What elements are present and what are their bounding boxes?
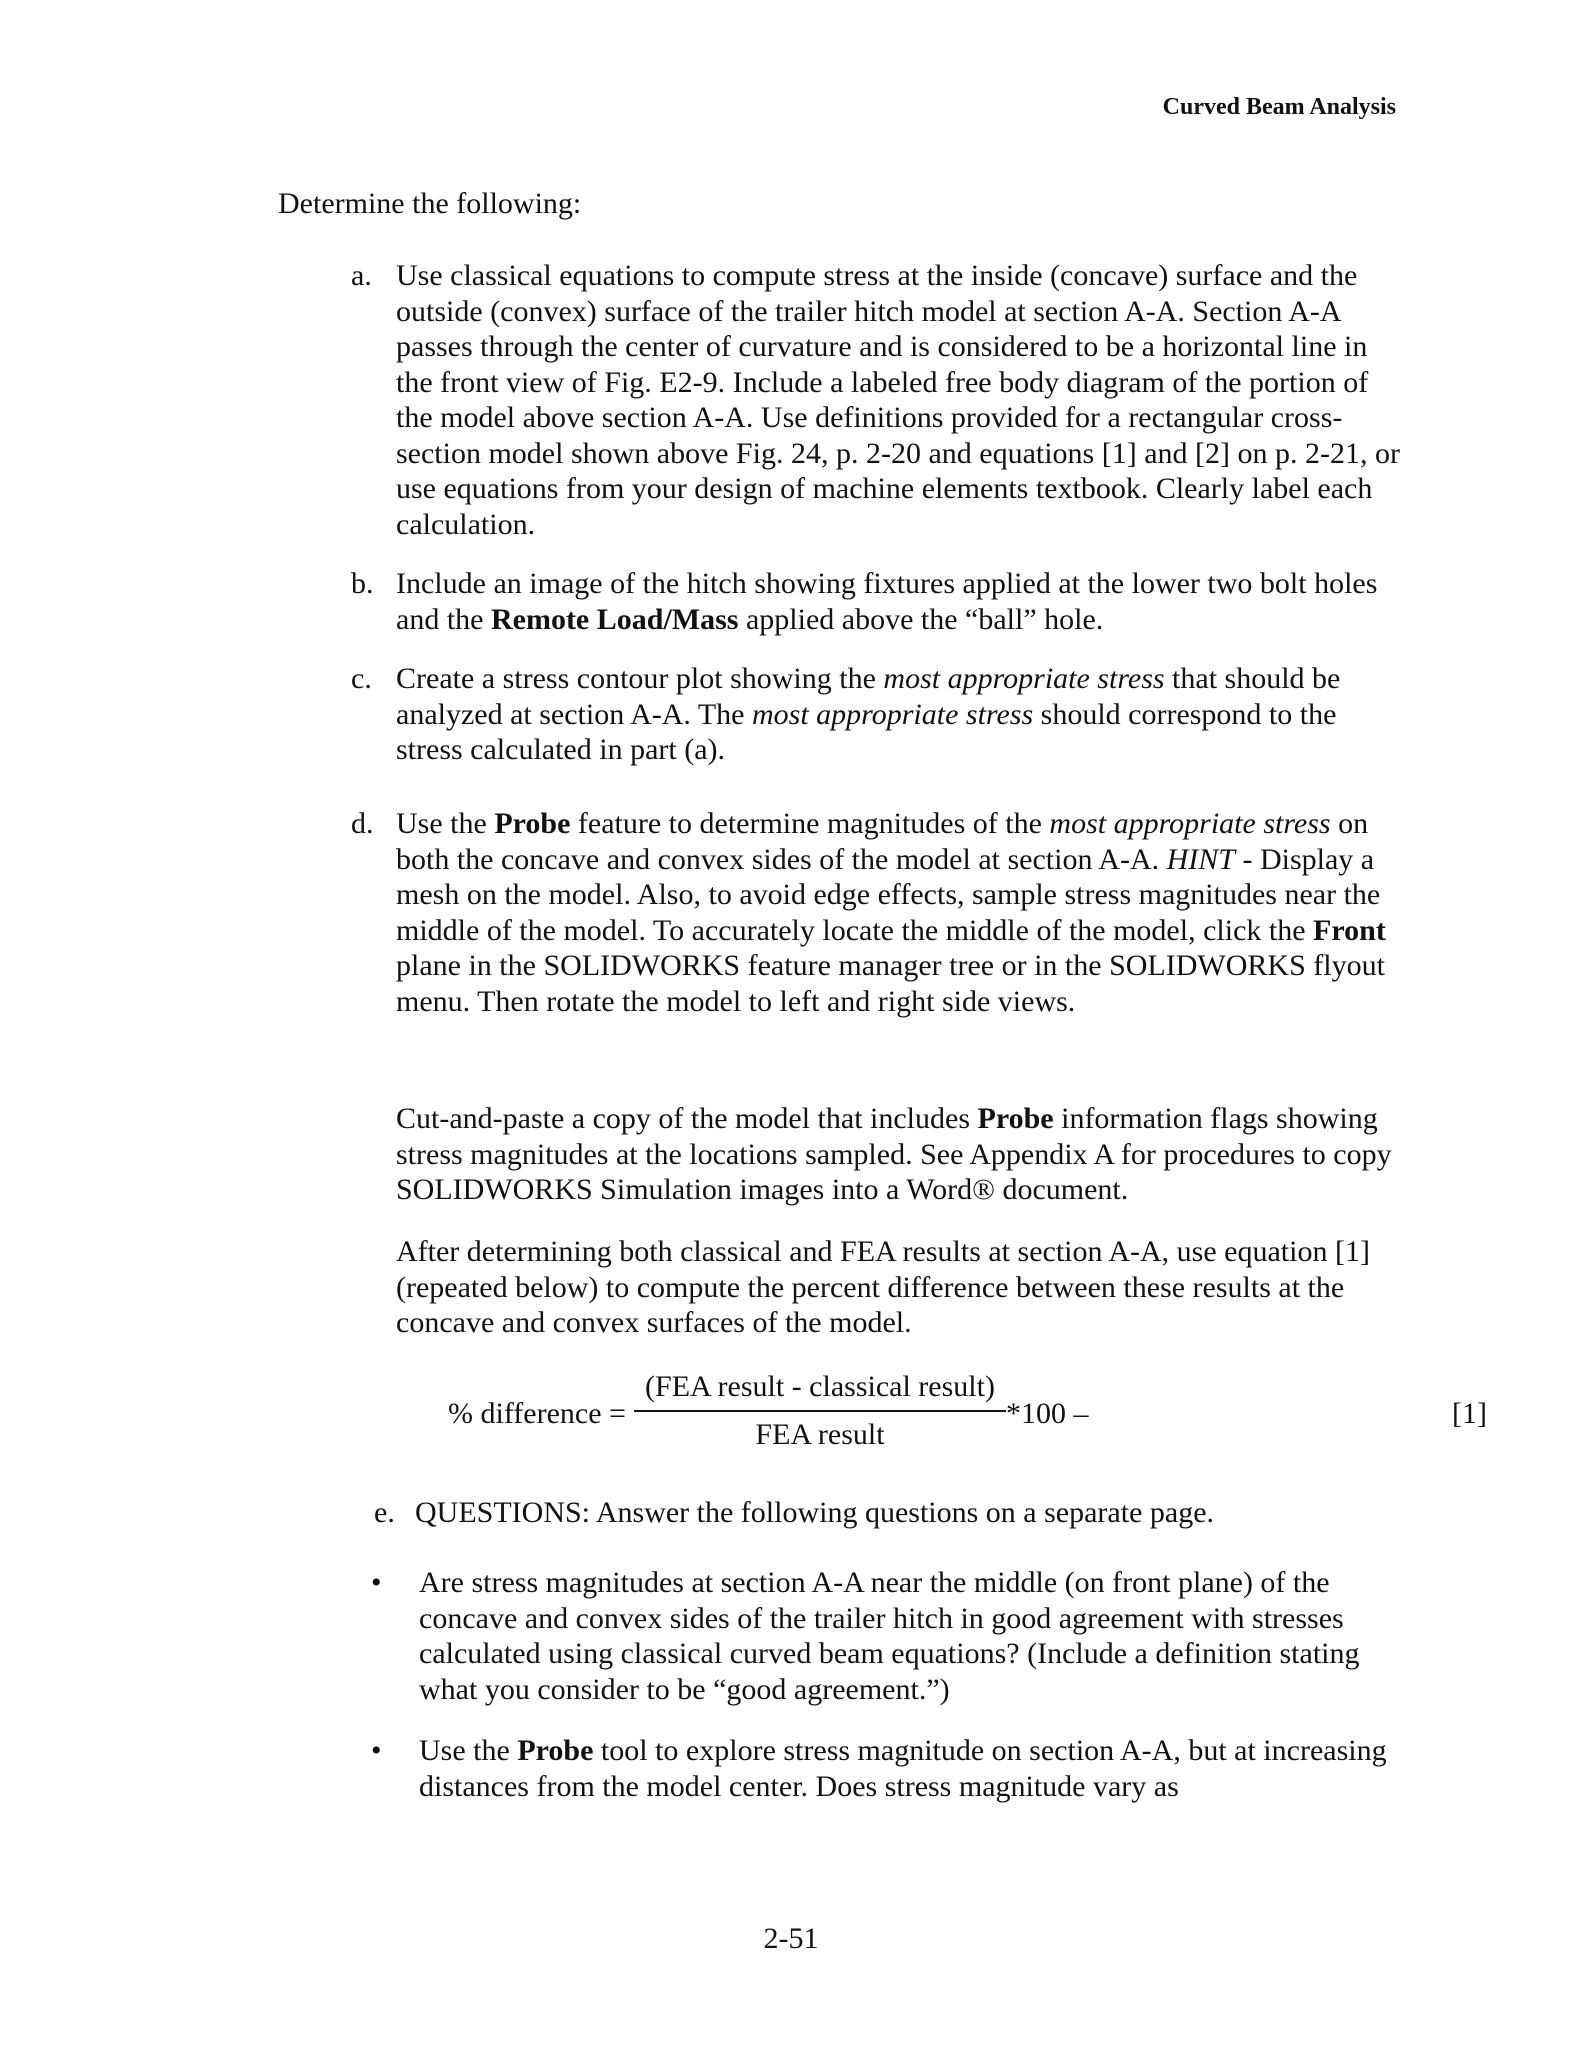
item-label: a.: [351, 259, 372, 292]
item-text: Include an image of the hitch showing fixtures applied at the lower two bolt holes and the Remote Load/Mass applied above the “ball” hole.: [396, 567, 1378, 636]
item-label: b.: [351, 567, 374, 600]
item-label: c.: [351, 662, 372, 695]
questions-heading: [374, 1495, 1214, 1531]
questions-heading-text: QUESTIONS: Answer the following questions on a separate page.: [415, 1496, 1215, 1529]
item-d: [351, 806, 1401, 1019]
bullet-icon: •: [371, 1734, 382, 1767]
item-c: [351, 661, 1401, 768]
fraction-bar: [634, 1410, 1006, 1412]
equation-numerator: (FEA result - classical result): [645, 1370, 995, 1403]
question-text: Use the Probe tool to explore stress magnitude on section A-A, but at increasing distances from the model center. Does stress magnitude vary as: [419, 1734, 1387, 1803]
item-text: Use classical equations to compute stress at the inside (concave) surface and the outside (convex) surface of the trailer hitch model at section A-A. Section A-A passes through the center of curvature and is considered to be a horizontal line in the front view of Fig. E2-9. Include a labeled free body diagram of the portion of the model above section A-A. Use definitions provided for a rectangular cross-section model shown above Fig. 24, p. 2-20 and equations [1] and [2] on p. 2-21, or use equations from your design of machine elements textbook. Clearly label each calculation.: [396, 259, 1400, 541]
equation-multiplier: *100 –: [1006, 1397, 1089, 1430]
question-bullet: [371, 1733, 1411, 1804]
item-a: [351, 258, 1401, 542]
question-bullet: [371, 1565, 1411, 1707]
item-label: d.: [351, 807, 374, 840]
equation-denominator: FEA result: [755, 1418, 885, 1451]
bullet-icon: •: [371, 1566, 382, 1599]
running-header: Curved Beam Analysis: [1162, 94, 1396, 120]
question-text: Are stress magnitudes at section A-A near the middle (on front plane) of the concave and convex sides of the trailer hitch in good agreement with stresses calculated using classical curved beam equations? (Include a definition stating what you consider to be “good agreement.”): [419, 1566, 1360, 1706]
percent-difference-equation: [448, 1369, 1487, 1451]
equation-lhs: % difference =: [448, 1397, 626, 1430]
intro-text: Determine the following:: [278, 187, 582, 220]
item-b: [351, 566, 1401, 637]
equation-number: [1]: [1452, 1397, 1487, 1430]
item-text: Create a stress contour plot showing the most appropriate stress that should be analyzed at section A-A. The most appropriate stress should correspond to the stress calculated in part (a).: [396, 662, 1341, 766]
percent-difference-instructions: After determining both classical and FEA results at section A-A, use equation [1] (repeated below) to compute the percent difference between these results at the concave and convex surfaces of the model.: [396, 1235, 1370, 1339]
page-number: 2-51: [763, 1922, 819, 1955]
item-text: Use the Probe feature to determine magnitudes of the most appropriate stress on both the concave and convex sides of the model at section A-A. HINT - Display a mesh on the model. Also, to avoid edge effects, sample stress magnitudes near the middle of the model. To accurately locate the middle of the model, click the Front plane in the SOLIDWORKS feature manager tree or in the SOLIDWORKS flyout menu. Then rotate the model to left and right side views.: [396, 807, 1386, 1018]
paste-instructions: Cut-and-paste a copy of the model that includes Probe information flags showing stress magnitudes at the locations sampled. See Appendix A for procedures to copy SOLIDWORKS Simulation images into a Word® document.: [396, 1102, 1392, 1206]
item-label: e.: [374, 1496, 395, 1529]
